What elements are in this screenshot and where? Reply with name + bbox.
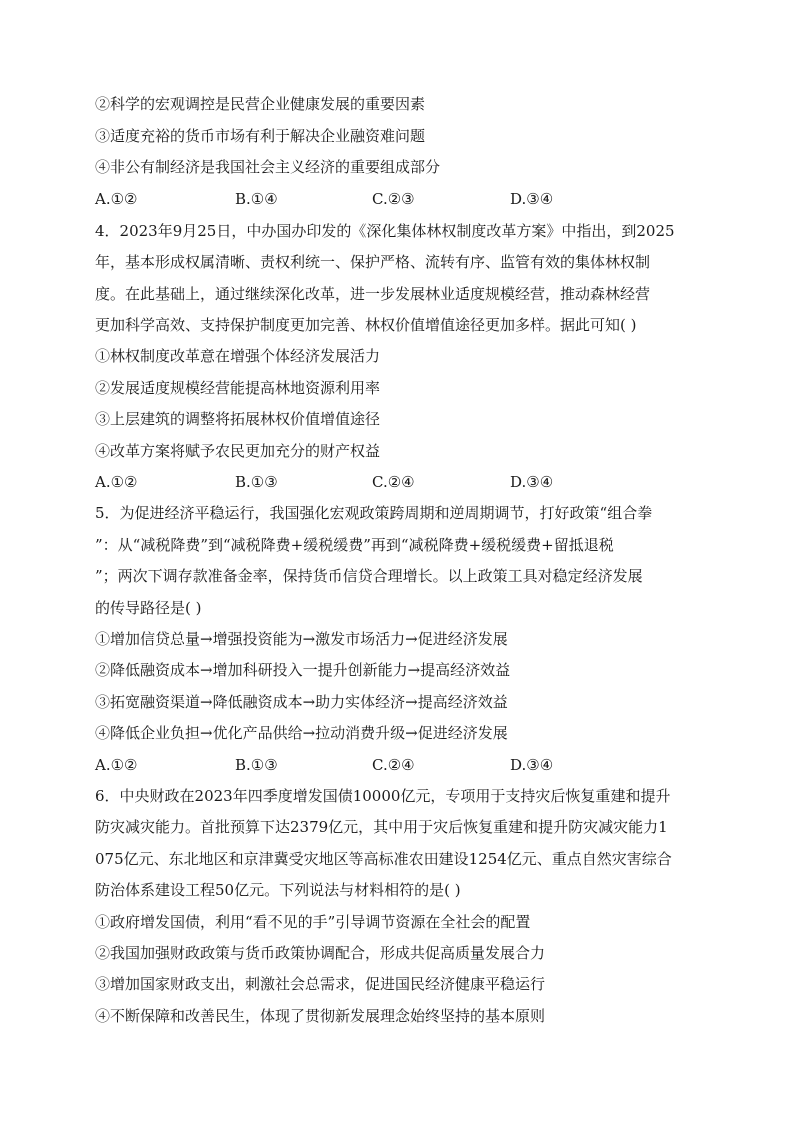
q3-statement-3: ③适度充裕的货币市场有利于解决企业融资难问题 <box>95 127 426 145</box>
q6-statement-3: ③增加国家财政支出，刺激社会总需求，促进国民经济健康平稳运行 <box>95 975 546 993</box>
q4-option-b: B.①③ <box>235 473 278 491</box>
q6-stem-line: 075亿元、东北地区和京津冀受灾地区等高标准农田建设1254亿元、重点自然灾害综合 <box>95 850 672 868</box>
q4-option-d: D.③④ <box>510 473 554 491</box>
q5-statement-2: ②降低融资成本→增加科研投入一提升创新能力→提高经济效益 <box>95 661 511 679</box>
q4-statement-2: ②发展适度规模经营能提高林地资源利用率 <box>95 379 381 397</box>
q5-option-d: D.③④ <box>510 756 554 774</box>
q5-stem-line: ”；两次下调存款准备金率，保持货币信贷合理增长。以上政策工具对稳定经济发展 <box>95 567 643 585</box>
q5-option-c: C.②④ <box>372 756 415 774</box>
q4-statement-4: ④改革方案将赋予农民更加充分的财产权益 <box>95 442 381 460</box>
q5-options <box>95 754 705 776</box>
q5-stem-line: ”：从“减税降费”到“减税降费+缓税缓费”再到“减税降费+缓税缓费+留抵退税 <box>95 536 614 554</box>
q5-stem-line: 的传导路径是( ) <box>95 599 202 617</box>
q6-statement-2: ②我国加强财政政策与货币政策协调配合，形成共促高质量发展合力 <box>95 944 546 962</box>
q4-statement-3: ③上层建筑的调整将拓展林权价值增值途径 <box>95 410 381 428</box>
q3-option-c: C.②③ <box>372 190 415 208</box>
q6-stem-line: 防治体系建设工程50亿元。下列说法与材料相符的是( ) <box>95 881 461 899</box>
q5-stem-line: 5．为促进经济平稳运行，我国强化宏观政策跨周期和逆周期调节，打好政策“组合拳 <box>95 504 653 522</box>
q3-option-b: B.①④ <box>235 190 278 208</box>
q4-option-c: C.②④ <box>372 473 415 491</box>
q5-option-b: B.①③ <box>235 756 278 774</box>
q4-option-a: A.①② <box>95 473 138 491</box>
q5-statement-3: ③拓宽融资渠道→降低融资成本→助力实体经济→提高经济效益 <box>95 693 508 711</box>
q3-option-a: A.①② <box>95 190 138 208</box>
q6-stem-line: 6．中央财政在2023年四季度增发国债10000亿元，专项用于支持灾后恢复重建和提升 <box>95 787 671 805</box>
q5-option-a: A.①② <box>95 756 138 774</box>
q4-stem-line: 更加科学高效、支持保护制度更加完善、林权价值增值途径更加多样。据此可知( ) <box>95 316 637 334</box>
q6-statement-1: ①政府增发国债，利用“看不见的手”引导调节资源在全社会的配置 <box>95 913 531 931</box>
q3-statement-4: ④非公有制经济是我国社会主义经济的重要组成部分 <box>95 158 441 176</box>
q3-option-d: D.③④ <box>510 190 554 208</box>
q5-statement-4: ④降低企业负担→优化产品供给→拉动消费升级→促进经济发展 <box>95 724 508 742</box>
q4-stem-line: 年，基本形成权属清晰、责权利统一、保护严格、流转有序、监管有效的集体林权制 <box>95 253 651 271</box>
q4-options <box>95 471 705 493</box>
q4-stem-line: 4．2023年9月25日，中办国办印发的《深化集体林权制度改革方案》中指出，到2025 <box>95 222 675 240</box>
q4-statement-1: ①林权制度改革意在增强个体经济发展活力 <box>95 347 381 365</box>
q3-options <box>95 188 705 210</box>
q6-stem-line: 防灾减灾能力。首批预算下达2379亿元，其中用于灾后恢复重建和提升防灾减灾能力1 <box>95 818 668 836</box>
q3-statement-2: ②科学的宏观调控是民营企业健康发展的重要因素 <box>95 95 426 113</box>
q5-statement-1: ①增加信贷总量→增强投资能为→激发市场活力→促进经济发展 <box>95 630 508 648</box>
q4-stem-line: 度。在此基础上，通过继续深化改革，进一步发展林业适度规模经营，推动森林经营 <box>95 285 651 303</box>
q6-statement-4: ④不断保障和改善民生，体现了贯彻新发展理念始终坚持的基本原则 <box>95 1007 546 1025</box>
